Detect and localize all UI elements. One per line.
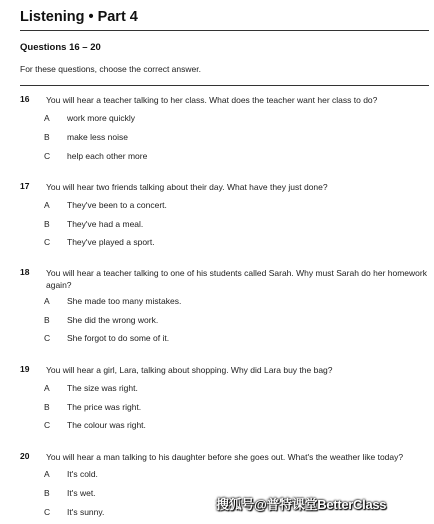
question-text: You will hear a girl, Lara, talking about shopping. Why did Lara buy the bag? — [46, 365, 333, 375]
option-text: work more quickly — [67, 113, 136, 123]
option-letter: B — [44, 488, 50, 498]
option-text: They've had a meal. — [67, 219, 144, 229]
option-letter: C — [44, 237, 51, 247]
option-letter: B — [44, 132, 50, 142]
option-a[interactable] — [44, 469, 98, 479]
question-number: 19 — [20, 364, 30, 374]
instruction-text: For these questions, choose the correct answer. — [20, 64, 201, 74]
option-a[interactable] — [44, 383, 138, 393]
option-text: help each other more — [67, 151, 148, 161]
option-a[interactable] — [44, 113, 135, 123]
option-letter: A — [44, 113, 50, 123]
question-number: 18 — [20, 267, 30, 277]
page-title: Listening • Part 4 — [20, 9, 138, 25]
option-b[interactable] — [44, 219, 143, 229]
option-b[interactable] — [44, 402, 141, 412]
option-text: They've been to a concert. — [67, 200, 167, 210]
option-letter: A — [44, 469, 50, 479]
option-text: The price was right. — [67, 402, 142, 412]
option-letter: B — [44, 402, 50, 412]
option-text: make less noise — [67, 132, 128, 142]
question-text: You will hear two friends talking about their day. What have they just done? — [46, 182, 328, 192]
question-number: 16 — [20, 94, 30, 104]
question-number: 20 — [20, 451, 30, 461]
option-b[interactable] — [44, 488, 96, 498]
option-c[interactable] — [44, 333, 169, 343]
option-letter: A — [44, 200, 50, 210]
option-letter: B — [44, 315, 50, 325]
option-b[interactable] — [44, 315, 158, 325]
option-text: It's sunny. — [67, 507, 105, 517]
question-text: You will hear a teacher talking to her class. What does the teacher want her class to do? — [46, 95, 378, 105]
option-letter: C — [44, 333, 51, 343]
question-text: You will hear a teacher talking to one of his students called Sarah. Why must Sarah do her homework again? — [46, 268, 427, 290]
option-a[interactable] — [44, 296, 181, 306]
option-letter: B — [44, 219, 50, 229]
option-text: It's cold. — [67, 469, 98, 479]
option-letter: A — [44, 296, 50, 306]
option-c[interactable] — [44, 237, 155, 247]
option-c[interactable] — [44, 151, 147, 161]
option-letter: C — [44, 507, 51, 517]
instruction-divider — [20, 85, 429, 86]
option-text: The colour was right. — [67, 420, 146, 430]
question-text: You will hear a man talking to his daughter before she goes out. What's the weather like today? — [46, 452, 404, 462]
option-letter: C — [44, 151, 51, 161]
option-a[interactable] — [44, 200, 167, 210]
option-letter: C — [44, 420, 51, 430]
option-c[interactable] — [44, 420, 146, 430]
option-text: She did the wrong work. — [67, 315, 159, 325]
option-b[interactable] — [44, 132, 128, 142]
option-text: The size was right. — [67, 383, 138, 393]
option-text: They've played a sport. — [67, 237, 155, 247]
option-text: It's wet. — [67, 488, 96, 498]
title-divider — [20, 30, 429, 31]
option-c[interactable] — [44, 507, 104, 517]
watermark: 搜狐号@普特课堂BetterClass — [216, 497, 387, 512]
section-heading: Questions 16 – 20 — [20, 42, 101, 53]
option-text: She forgot to do some of it. — [67, 333, 170, 343]
question-number: 17 — [20, 181, 30, 191]
option-letter: A — [44, 383, 50, 393]
option-text: She made too many mistakes. — [67, 296, 182, 306]
